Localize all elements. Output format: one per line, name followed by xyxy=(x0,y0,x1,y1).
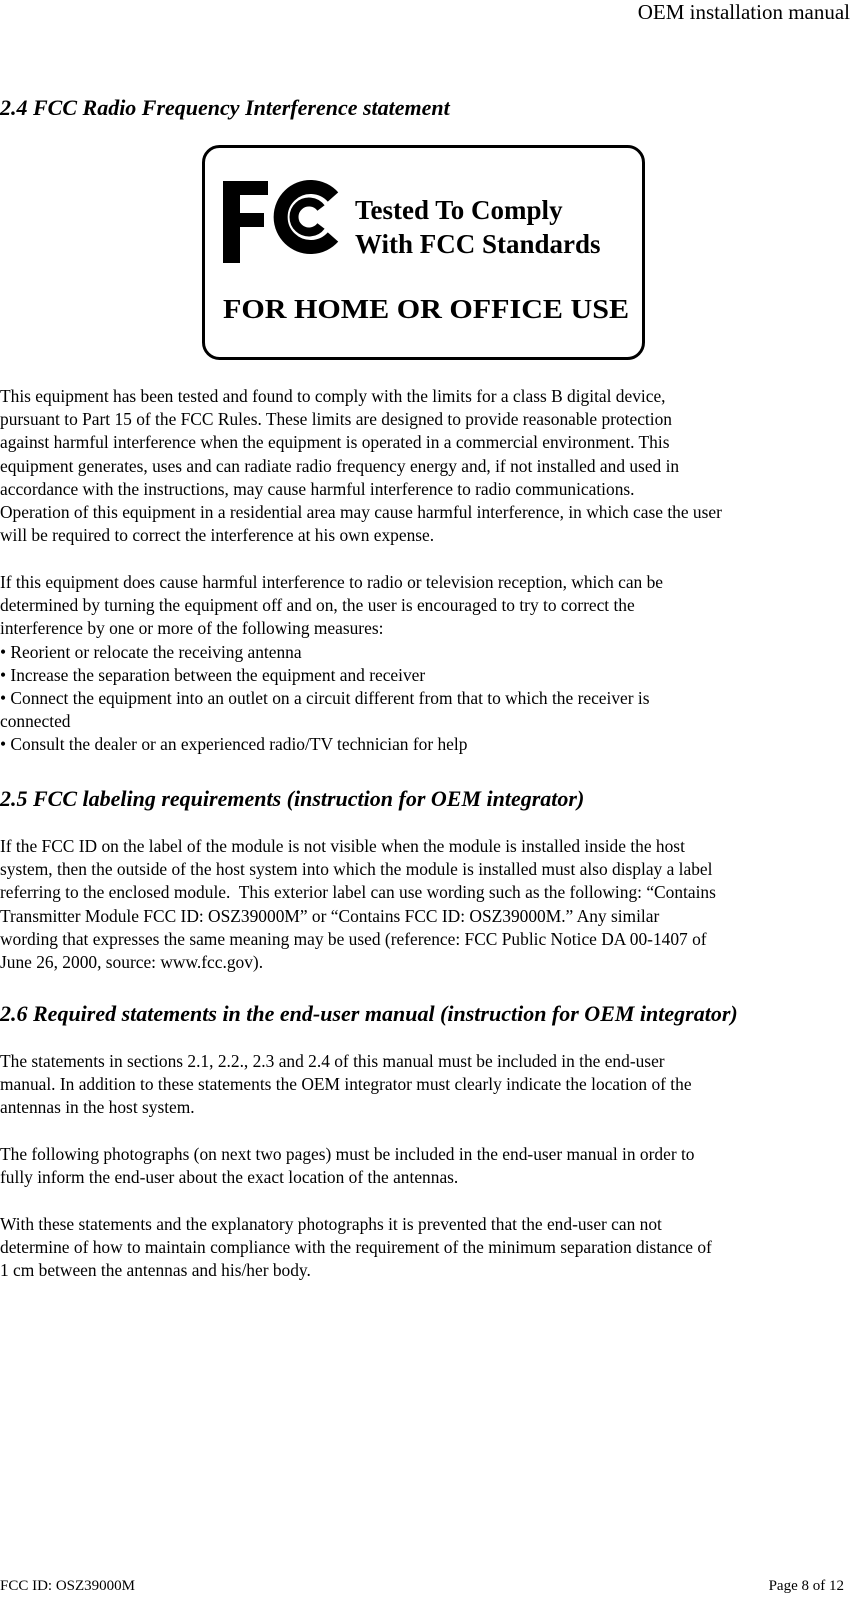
fcc-compliance-logo xyxy=(202,145,645,360)
text-line: Operation of this equipment in a residential area may cause harmful interference, in which case the user xyxy=(0,502,722,523)
text-line: wording that expresses the same meaning may be used (reference: FCC Public Notice DA 00-1407 of xyxy=(0,928,707,949)
paragraph-interference-measures xyxy=(0,571,864,757)
text-line: will be required to correct the interference at his own expense. xyxy=(0,525,435,546)
text-line: accordance with the instructions, may cause harmful interference to radio communications. xyxy=(0,478,635,499)
text-line: pursuant to Part 15 of the FCC Rules. These limits are designed to provide reasonable protection xyxy=(0,409,672,430)
bullet-item: • Connect the equipment into an outlet on a circuit different from that to which the receiver is xyxy=(0,688,650,709)
text-line: manual. In addition to these statements the OEM integrator must clearly indicate the location of the xyxy=(0,1074,692,1095)
logo-tested-line: Tested To Comply xyxy=(355,195,563,225)
document-header-title: OEM installation manual xyxy=(637,0,850,24)
text-line: June 26, 2000, source: www.fcc.gov). xyxy=(0,952,264,973)
text-line: If this equipment does cause harmful interference to radio or television reception, which can be xyxy=(0,572,664,592)
text-line: system, then the outside of the host system into which the module is installed must also display a label xyxy=(0,859,713,880)
paragraph-fcc-statement xyxy=(0,385,864,547)
text-line: The following photographs (on next two pages) must be included in the end-user manual in order to xyxy=(0,1144,695,1164)
paragraph-required-statements xyxy=(0,1050,864,1120)
paragraph-compliance xyxy=(0,1213,864,1283)
logo-home-office-line: FOR HOME OR OFFICE USE xyxy=(223,293,629,324)
text-line: determined by turning the equipment off and on, the user is encouraged to try to correct the xyxy=(0,595,635,616)
section-2-4-heading: 2.4 FCC Radio Frequency Interference statement xyxy=(0,95,450,120)
bullet-item: • Consult the dealer or an experienced radio/TV technician for help xyxy=(0,734,468,755)
text-line: determine of how to maintain compliance with the requirement of the minimum separation distance of xyxy=(0,1237,712,1258)
text-line: If the FCC ID on the label of the module is not visible when the module is installed inside the host xyxy=(0,836,685,856)
text-line: This equipment has been tested and found to comply with the limits for a class B digital device, xyxy=(0,386,666,406)
text-line: equipment generates, uses and can radiate radio frequency energy and, if not installed and used in xyxy=(0,455,680,476)
text-line: 1 cm between the antennas and his/her body. xyxy=(0,1260,311,1281)
paragraph-labeling-requirements xyxy=(0,835,864,974)
text-line: Transmitter Module FCC ID: OSZ39000M” or “Contains FCC ID: OSZ39000M.” Any similar xyxy=(0,905,660,926)
logo-standards-line: With FCC Standards xyxy=(355,229,601,259)
footer-page-number: Page 8 of 12 xyxy=(768,1578,844,1594)
text-line: referring to the enclosed module. This exterior label can use wording such as the following: “Contains xyxy=(0,882,716,903)
text-line: fully inform the end-user about the exact location of the antennas. xyxy=(0,1167,459,1188)
text-line: interference by one or more of the following measures: xyxy=(0,618,384,639)
text-line: With these statements and the explanatory photographs it is prevented that the end-user can not xyxy=(0,1214,662,1234)
footer-fcc-id: FCC ID: OSZ39000M xyxy=(0,1578,136,1594)
bullet-item: • Increase the separation between the equipment and receiver xyxy=(0,664,426,685)
text-line: connected xyxy=(0,711,71,732)
text-line: against harmful interference when the equipment is operated in a commercial environment. This xyxy=(0,432,670,453)
text-line: The statements in sections 2.1, 2.2., 2.3 and 2.4 of this manual must be included in the end-user xyxy=(0,1051,665,1071)
text-line: antennas in the host system. xyxy=(0,1097,195,1118)
bullet-item: • Reorient or relocate the receiving antenna xyxy=(0,641,302,662)
section-2-5-heading: 2.5 FCC labeling requirements (instruction for OEM integrator) xyxy=(0,786,585,811)
section-2-6-heading: 2.6 Required statements in the end-user manual (instruction for OEM integrator) xyxy=(0,1001,738,1026)
paragraph-photographs xyxy=(0,1143,864,1189)
